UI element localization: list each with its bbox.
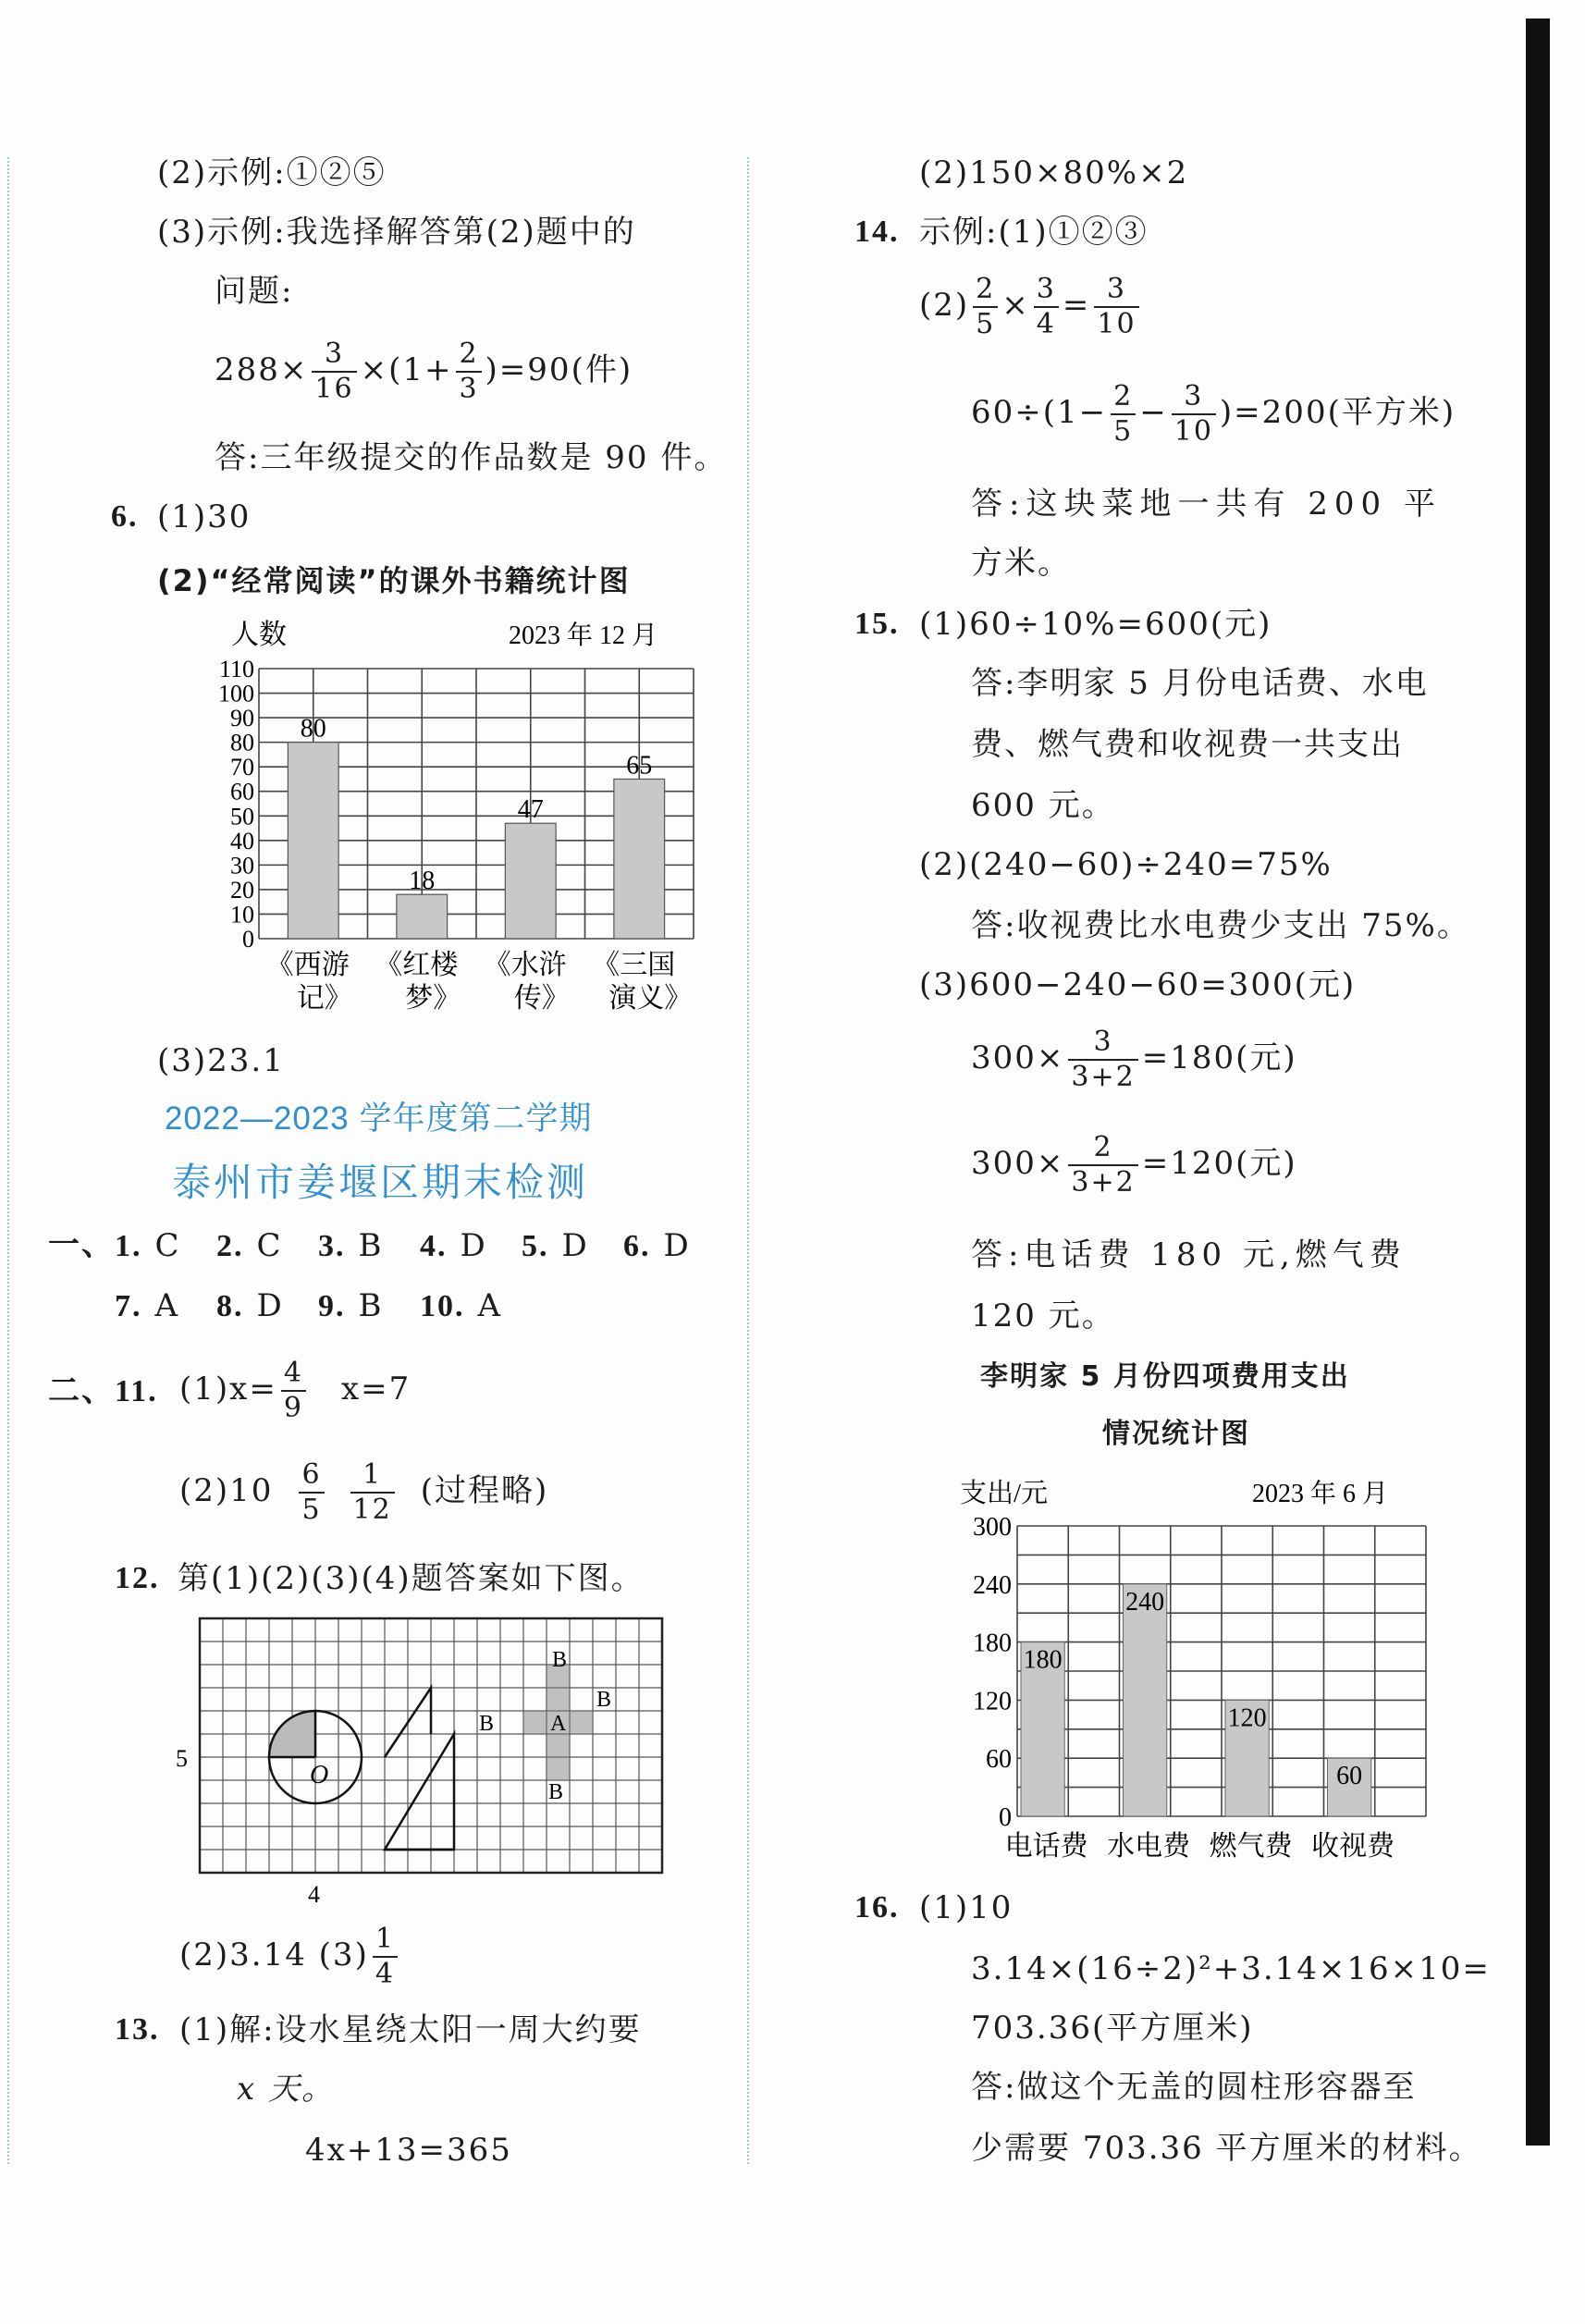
mc-item-answer: A <box>477 1287 503 1324</box>
point-label-B: B <box>548 1780 564 1804</box>
x-tick-label <box>375 950 461 1014</box>
q11-part2: (2)10 $\frac{6}{5}$ $\frac{1}{12}$ (过程略) <box>179 1458 549 1526</box>
y-tick-label: 90 <box>230 705 254 732</box>
mc-item-number: 4. <box>420 1229 448 1263</box>
bar-value-label: 18 <box>409 867 436 896</box>
bar <box>505 823 556 939</box>
q5-part3-cont: 问题: <box>215 273 294 310</box>
q12-parts-2-3: (2)3.14 (3) $\frac{1}{4}$ <box>179 1925 401 1988</box>
q15-answer3-cont: 120 元。 <box>971 1297 1115 1334</box>
section-title: 泰州市姜堰区期末检测 <box>172 1161 589 1204</box>
q14-answer: 答:这块菜地一共有 200 平 <box>971 486 1442 523</box>
mc-item-answer: B <box>358 1287 384 1324</box>
axis-label-5: 5 <box>176 1745 188 1772</box>
bar-value-label: 180 <box>1023 1645 1063 1675</box>
bar-value-label: 47 <box>517 795 544 825</box>
chart1-ylabel: 人数 <box>231 620 287 650</box>
q13-part1-cont: x 天。 <box>237 2071 335 2108</box>
mc-label: 一、 <box>48 1228 115 1262</box>
cross-cell <box>570 1711 593 1734</box>
q15-eq2: 300× $\frac{2}{3+2}$ =120(元) <box>971 1131 1297 1199</box>
y-tick-label: 50 <box>230 803 254 830</box>
mc-item-answer: C <box>154 1227 181 1264</box>
y-tick-label: 120 <box>973 1687 1012 1716</box>
cross-cell <box>523 1711 547 1734</box>
chart1-date: 2023 年 12 月 <box>509 621 658 650</box>
q14-number: 14. <box>854 215 900 249</box>
bar <box>1124 1584 1167 1816</box>
x-tick-label <box>484 950 570 1014</box>
q14-answer-cont: 方米。 <box>971 545 1071 582</box>
y-tick-label: 300 <box>973 1513 1012 1542</box>
chart1-title: (2)“经常阅读”的课外书籍统计图 <box>157 563 631 598</box>
q13-equation: 4x+13=365 <box>305 2132 512 2169</box>
y-tick-label: 0 <box>242 926 254 953</box>
x-tick-label: 燃气费 <box>1209 1831 1293 1862</box>
y-tick-label: 20 <box>230 876 254 904</box>
q15-answer1: 答:李明家 5 月份电话费、水电 <box>971 665 1429 702</box>
fraction-2-5: $\frac{2}{5}$ <box>973 276 998 338</box>
x-tick-label: 电话费 <box>1004 1831 1088 1862</box>
chart-expenses <box>915 1467 1470 1874</box>
q13-part2: (2)150×80%×2 <box>919 154 1189 191</box>
q6-number: 6. <box>111 499 139 534</box>
mc-item-answer: D <box>256 1287 284 1324</box>
mc-item-number: 6. <box>623 1229 651 1263</box>
y-tick-label: 40 <box>230 827 254 855</box>
q16-result: 703.36(平方厘米) <box>971 2010 1254 2047</box>
axis-label-4: 4 <box>308 1881 320 1908</box>
q15-eq1: 300× $\frac{3}{3+2}$ =180(元) <box>971 1026 1297 1093</box>
q11-number: 11. <box>115 1374 158 1408</box>
x-tick-label-line: 《三国 <box>592 950 676 980</box>
x-tick-label-line: 演义》 <box>608 983 693 1014</box>
center-label-O: O <box>310 1761 329 1789</box>
q16-answer: 答:做这个无盖的圆柱形容器至 <box>971 2069 1417 2106</box>
mc-item-number: 8. <box>216 1289 244 1323</box>
q11-part1: (1)x= $\frac{4}{9}$ x=7 <box>179 1357 412 1424</box>
q12-number: 12. <box>115 1561 160 1595</box>
mc-item <box>318 1227 384 1264</box>
chart2-date: 2023 年 6 月 <box>1252 1480 1389 1508</box>
mc-item-answer: B <box>358 1227 384 1264</box>
q15-number: 15. <box>854 607 900 641</box>
fraction-1-12: $\frac{1}{12}$ <box>350 1461 395 1524</box>
chart2-title-line1: 李明家 5 月份四项费用支出 <box>980 1360 1350 1393</box>
left-margin-line <box>7 157 9 2164</box>
cross-cell <box>547 1757 570 1780</box>
q14-equation: 60÷(1− $\frac{2}{5}$ − $\frac{3}{10}$ )=200(平方米) <box>971 380 1456 448</box>
mc-item-answer: D <box>561 1227 589 1264</box>
q14-part2: (2) $\frac{2}{5}$ × $\frac{3}{4}$ = $\frac{3}{10}$ <box>919 276 1143 338</box>
q15-answer3: 答:电话费 180 元,燃气费 <box>971 1236 1407 1273</box>
q5-answer: 答:三年级提交的作品数是 90 件。 <box>215 439 728 476</box>
chart-reading-books <box>203 610 721 1036</box>
shape-outline <box>385 1734 454 1850</box>
q12-text: 第(1)(2)(3)(4)题答案如下图。 <box>178 1560 645 1597</box>
chart2-ylabel: 支出/元 <box>960 1479 1049 1508</box>
mc-item <box>115 1287 180 1324</box>
q5-equation: 288× $\frac{3}{16}$ ×(1+ $\frac{2}{3}$ )=90(件) <box>215 338 633 405</box>
x-tick-label-line: 《红楼 <box>375 950 459 980</box>
point-label-B: B <box>552 1648 568 1672</box>
bar-value-label: 120 <box>1227 1703 1267 1733</box>
bar-value-label: 240 <box>1125 1587 1165 1617</box>
mc-item-number: 7. <box>115 1289 142 1323</box>
mc-item-answer: A <box>154 1287 180 1324</box>
mc-item <box>420 1227 487 1264</box>
bar-value-label: 65 <box>626 751 653 781</box>
x-tick-label-line: 梦》 <box>405 983 461 1014</box>
fraction-3-over-3plus2: $\frac{3}{3+2}$ <box>1068 1028 1137 1091</box>
mc-item <box>522 1227 589 1264</box>
y-tick-label: 0 <box>999 1803 1012 1832</box>
fraction-2-3: $\frac{2}{3}$ <box>456 340 481 403</box>
q11-section-label: 二、 <box>48 1374 115 1408</box>
q6-part1: (1)30 <box>157 498 252 535</box>
x-tick-label: 收视费 <box>1311 1831 1395 1862</box>
fraction-6-5: $\frac{6}{5}$ <box>299 1461 324 1524</box>
chart2-title-line2: 情况统计图 <box>1102 1418 1250 1450</box>
q16-part1: (1)10 <box>919 1889 1014 1926</box>
bar <box>397 894 448 939</box>
q15-answer1-cont: 费、燃气费和收视费一共支出 <box>971 726 1404 763</box>
q15-part1: (1)60÷10%=600(元) <box>919 606 1272 643</box>
mc-item <box>216 1287 284 1324</box>
q15-part2: (2)(240−60)÷240=75% <box>919 846 1333 883</box>
mc-item <box>623 1227 691 1264</box>
q15-answer1-cont2: 600 元。 <box>971 787 1115 824</box>
x-tick-label-line: 传》 <box>513 983 570 1014</box>
point-label-B: B <box>479 1712 495 1736</box>
mc-item-number: 5. <box>522 1229 549 1263</box>
cross-cell <box>547 1688 570 1711</box>
q16-number: 16. <box>854 1890 900 1924</box>
fraction-3-10b: $\frac{3}{10}$ <box>1172 383 1216 446</box>
q6-part3: (3)23.1 <box>157 1042 285 1079</box>
mc-item <box>216 1227 283 1264</box>
q15-answer2: 答:收视费比水电费少支出 75%。 <box>971 907 1470 944</box>
x-tick-label-line: 《西游 <box>265 950 350 980</box>
q5-part2: (2)示例:①②⑤ <box>157 154 387 191</box>
mc-item-number: 3. <box>318 1229 346 1263</box>
y-tick-label: 240 <box>973 1570 1012 1600</box>
point-label-A: A <box>550 1712 567 1736</box>
bar <box>614 779 665 939</box>
q13-number: 13. <box>115 2012 160 2047</box>
section-subtitle: 2022—2023 学年度第二学期 <box>165 1101 593 1137</box>
x-tick-label-line: 记》 <box>296 983 352 1014</box>
x-tick-label <box>266 950 352 1014</box>
q16-equation: 3.14×(16÷2)²+3.14×16×10= <box>971 1950 1491 1987</box>
fraction-3-4: $\frac{3}{4}$ <box>1034 276 1059 338</box>
fraction-3-10: $\frac{3}{10}$ <box>1094 276 1138 338</box>
q5-part3: (3)示例:我选择解答第(2)题中的 <box>157 214 636 251</box>
y-tick-label: 100 <box>218 680 254 707</box>
q14-part1: 示例:(1)①②③ <box>919 214 1149 251</box>
fraction-3-16: $\frac{3}{16}$ <box>312 340 356 403</box>
bar <box>288 743 338 939</box>
fraction-4-9: $\frac{4}{9}$ <box>281 1359 306 1422</box>
mc-item-answer: D <box>663 1227 691 1264</box>
cross-cell <box>547 1734 570 1757</box>
mc-item-number: 1. <box>115 1229 142 1263</box>
q16-answer-cont: 少需要 703.36 平方厘米的材料。 <box>971 2130 1482 2167</box>
y-tick-label: 110 <box>218 656 254 682</box>
x-tick-label <box>592 950 692 1014</box>
page-edge-shadow <box>1526 18 1550 2146</box>
mc-item-answer: C <box>256 1227 283 1264</box>
fraction-2-over-3plus2: $\frac{2}{3+2}$ <box>1068 1134 1137 1197</box>
q13-part1: (1)解:设水星绕太阳一周大约要 <box>179 2011 642 2048</box>
y-tick-label: 60 <box>230 778 254 805</box>
y-tick-label: 60 <box>986 1745 1012 1775</box>
mc-item <box>115 1227 181 1264</box>
y-tick-label: 70 <box>230 754 254 781</box>
x-tick-label: 水电费 <box>1107 1831 1191 1862</box>
bar-value-label: 60 <box>1336 1762 1363 1791</box>
y-tick-label: 180 <box>973 1629 1012 1658</box>
x-tick-label-line: 《水浒 <box>483 950 567 980</box>
fraction-2-5b: $\frac{2}{5}$ <box>1111 383 1136 446</box>
mc-item <box>420 1287 503 1324</box>
bar-value-label: 80 <box>300 714 326 744</box>
mc-item-number: 2. <box>216 1229 244 1263</box>
y-tick-label: 80 <box>230 729 254 756</box>
mc-item <box>318 1287 384 1324</box>
y-tick-label: 30 <box>230 852 254 879</box>
column-divider <box>747 157 749 2164</box>
mc-item-number: 10. <box>420 1289 465 1323</box>
q15-part3: (3)600−240−60=300(元) <box>919 966 1357 1003</box>
fraction-1-4: $\frac{1}{4}$ <box>373 1925 398 1988</box>
mc-item-answer: D <box>460 1227 487 1264</box>
y-tick-label: 10 <box>230 901 254 928</box>
grid-figure <box>166 1609 684 1908</box>
point-label-B: B <box>596 1688 612 1712</box>
mc-item-number: 9. <box>318 1289 346 1323</box>
